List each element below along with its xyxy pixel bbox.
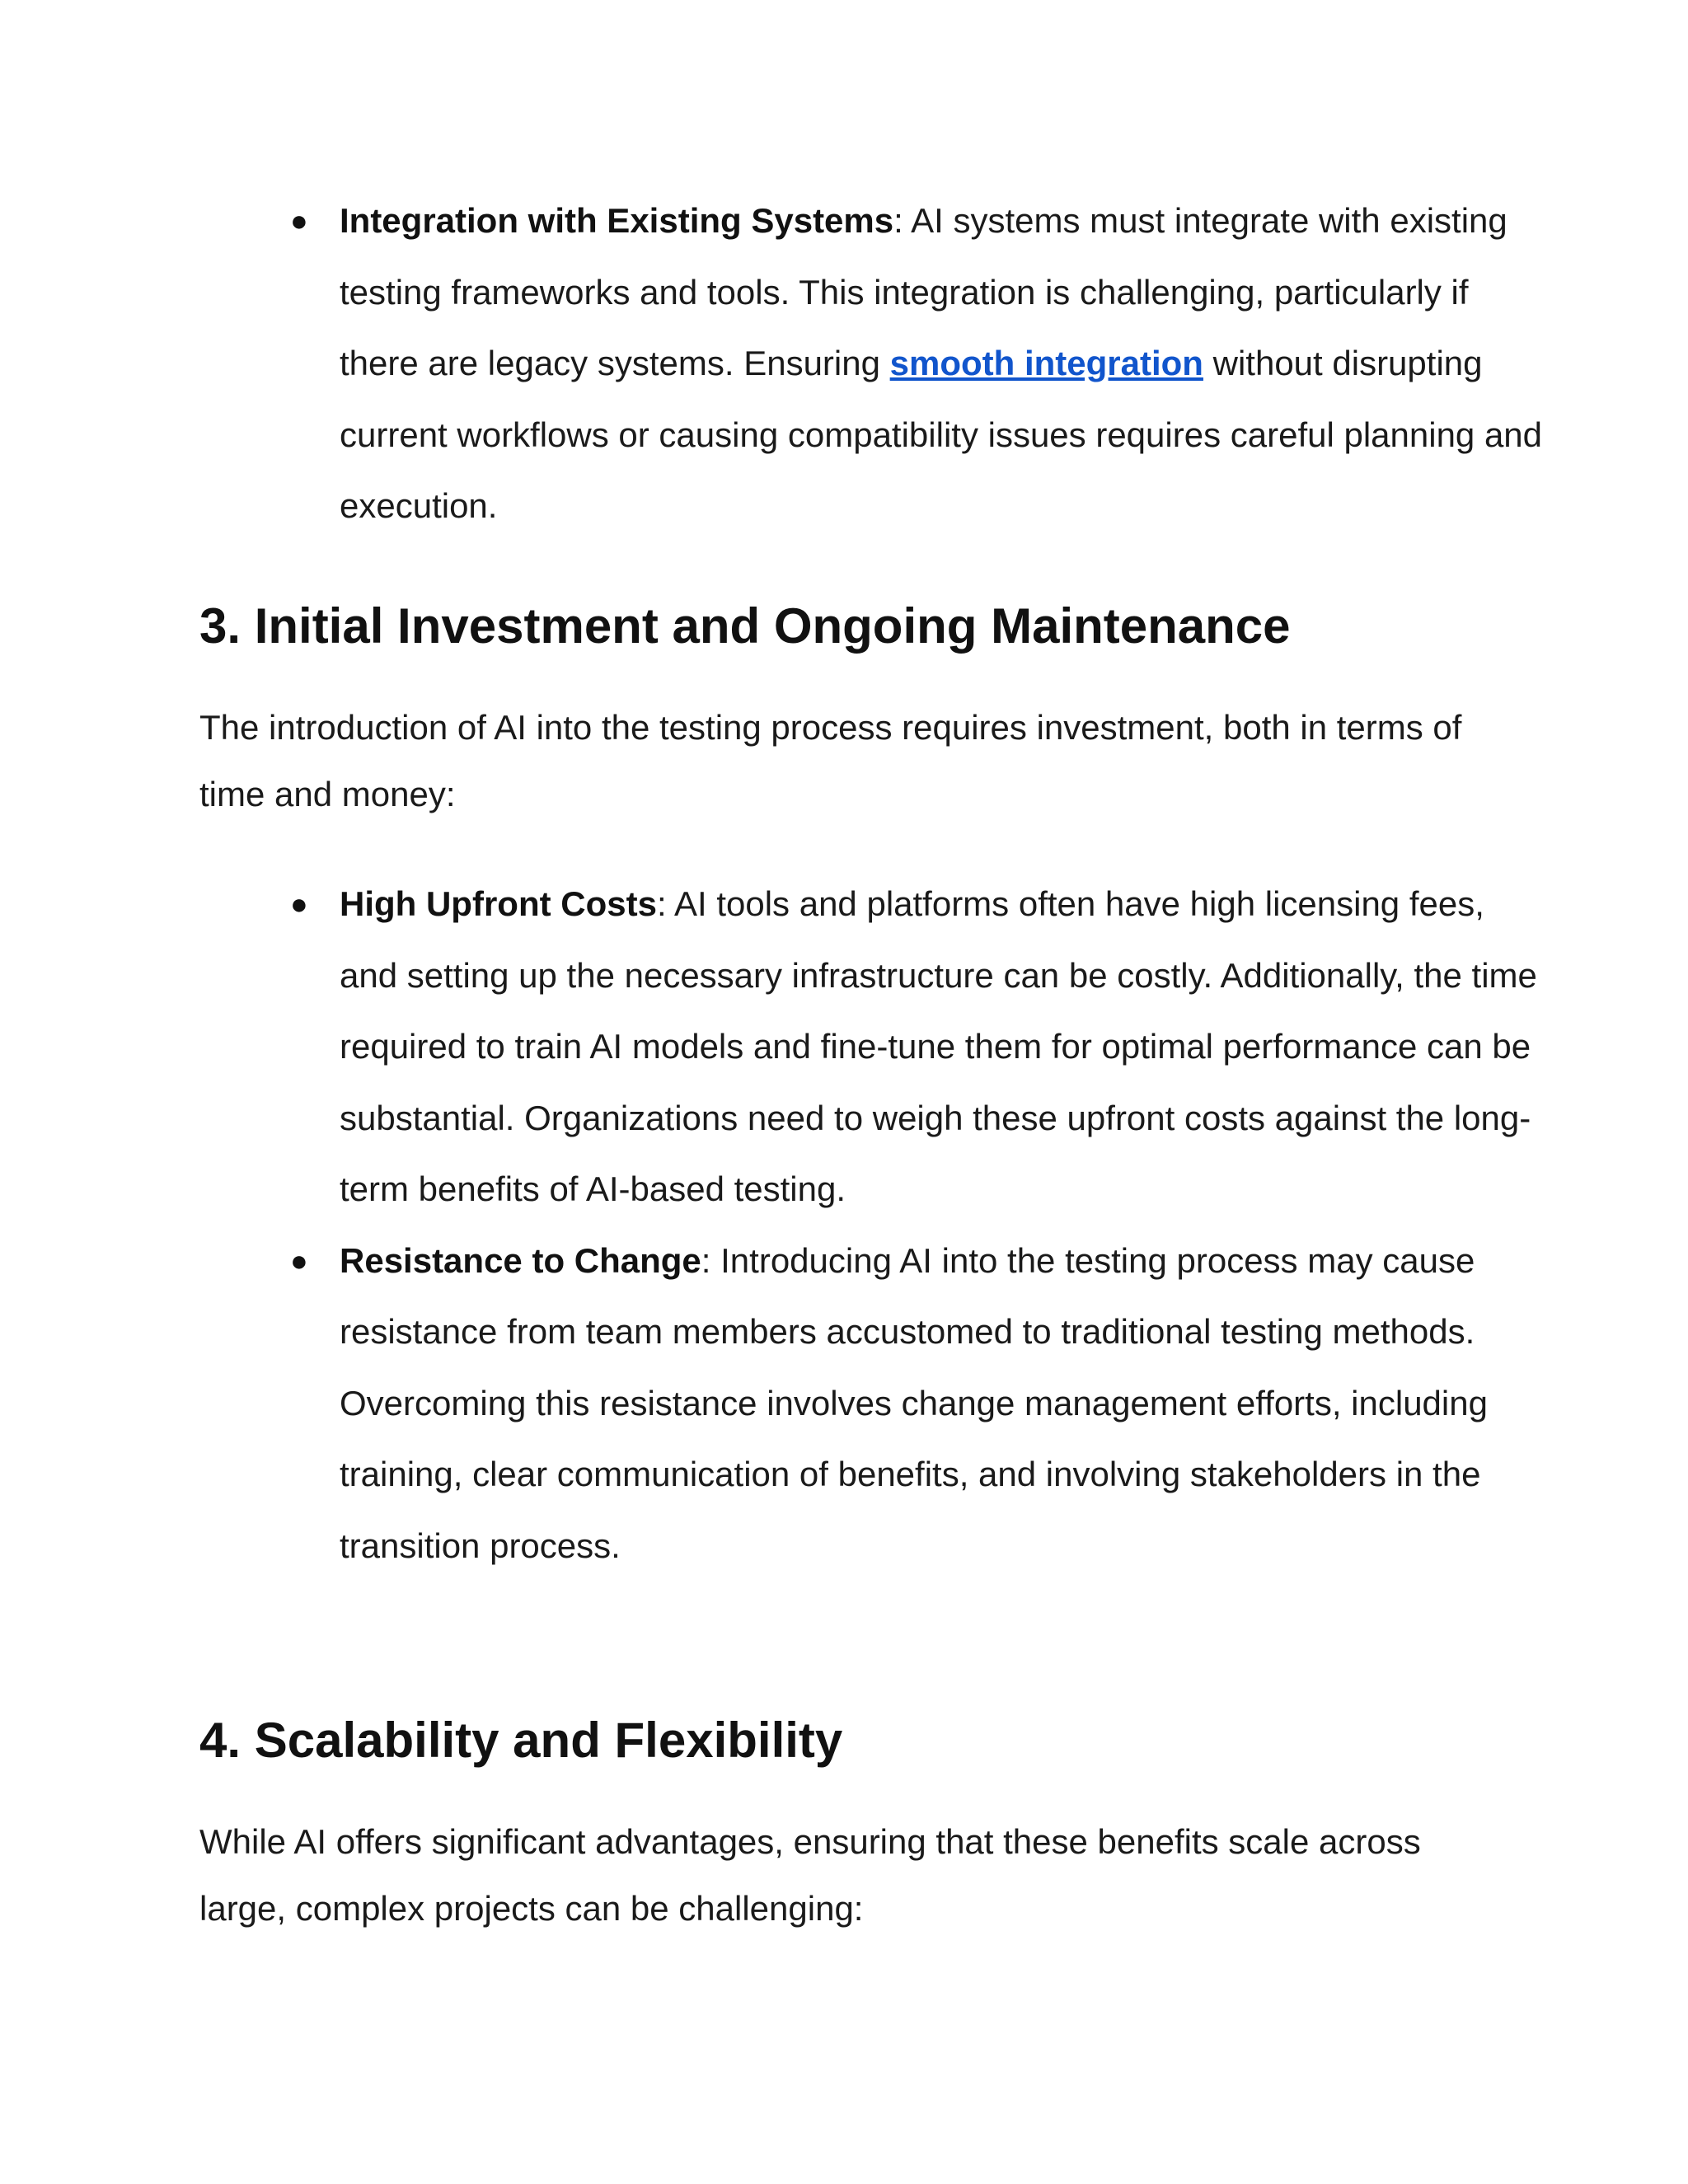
bullet-term: High Upfront Costs <box>340 884 657 923</box>
list-item <box>199 1226 1551 1582</box>
list-item <box>199 185 1551 542</box>
section-intro-paragraph: The introduction of AI into the testing process requires investment, both in terms of time and money: <box>199 708 1462 813</box>
bullet-icon: ● <box>290 887 308 921</box>
bullet-text: : Introducing AI into the testing process may cause resistance from team members accustomed to traditional testing methods. Overcoming this resistance involves change management efforts, including training, clear communication of benefits, and involving stakeholders in the transition process. <box>340 1240 1488 1565</box>
bullet-text: : AI tools and platforms often have high licensing fees, and setting up the necessary infrastructure can be costly. Additionally, the time required to train AI models and fine-tune them for optimal performance can be substantial. Organizations need to weigh these upfront costs against the long-term benefits of AI-based testing. <box>340 884 1537 1208</box>
list-item <box>199 869 1551 1226</box>
smooth-integration-link[interactable]: smooth integration <box>889 344 1203 382</box>
bullet-text-after-link: without disrupting current workflows or causing compatibility issues requires careful planning and execution. <box>340 344 1543 525</box>
bullet-icon: ● <box>290 1243 308 1277</box>
investment-bullet-list <box>199 869 1551 1582</box>
bullet-text: : AI systems must integrate with existing testing frameworks and tools. This integration is challenging, particularly if there are legacy systems. Ensuring <box>340 201 1507 382</box>
bullet-term: Integration with Existing Systems <box>340 201 894 240</box>
section-heading-initial-investment: 3. Initial Investment and Ongoing Maintenance <box>199 598 1291 654</box>
integration-bullet-list <box>199 185 1551 542</box>
section-heading-scalability: 4. Scalability and Flexibility <box>199 1713 843 1768</box>
section-intro-paragraph: While AI offers significant advantages, ensuring that these benefits scale across large, complex projects can be challenging: <box>199 1822 1421 1928</box>
bullet-term: Resistance to Change <box>340 1240 701 1280</box>
bullet-icon: ● <box>290 204 308 237</box>
